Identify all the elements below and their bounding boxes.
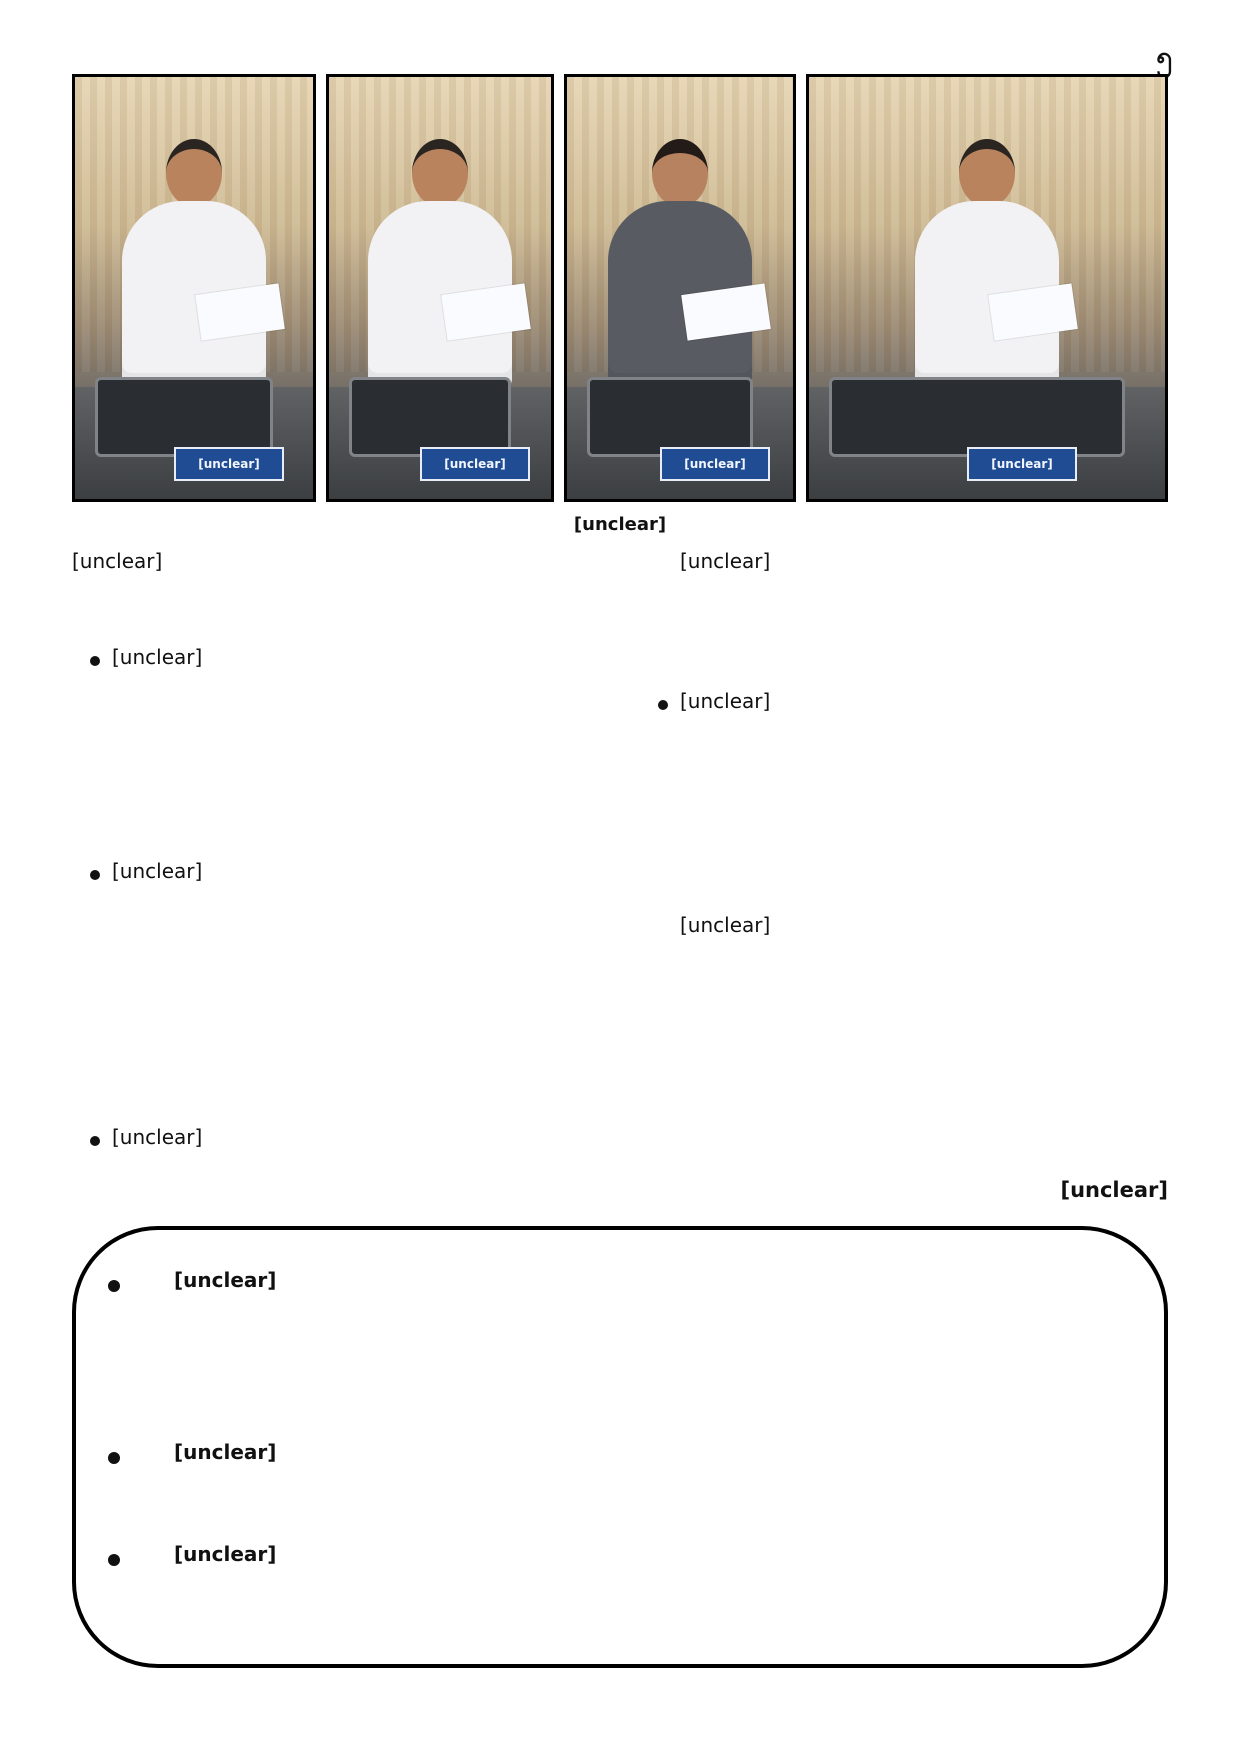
name-placard-3: [unclear]	[660, 447, 770, 481]
right-column	[640, 546, 1168, 1218]
bullet-icon	[90, 656, 100, 666]
summary-item-3: [unclear]	[174, 1542, 277, 1566]
bullet-icon	[108, 1280, 120, 1292]
summary-item-1: [unclear]	[174, 1268, 277, 1292]
summary-box	[72, 1226, 1168, 1668]
name-placard-4: [unclear]	[967, 447, 1077, 481]
desk-screen-1	[95, 377, 273, 457]
name-placard-2: [unclear]	[420, 447, 530, 481]
article-signature: [unclear]	[1060, 1178, 1168, 1202]
speaker-head-1	[166, 139, 222, 207]
bullet-icon	[108, 1452, 120, 1464]
photo-4	[806, 74, 1168, 502]
article-columns	[72, 546, 1168, 1218]
speaker-figure-2	[350, 139, 530, 389]
photo-2	[326, 74, 554, 502]
left-paragraph-1: [unclear]	[72, 549, 163, 573]
bullet-icon	[90, 1136, 100, 1146]
left-paragraph-3: [unclear]	[112, 859, 203, 883]
speaker-head-2	[412, 139, 468, 207]
speaker-head-3	[652, 139, 708, 207]
left-column	[72, 546, 600, 1218]
left-paragraph-2: [unclear]	[112, 645, 203, 669]
right-paragraph-3: [unclear]	[680, 913, 771, 937]
page-number: ၅	[1156, 40, 1172, 73]
summary-item-2: [unclear]	[174, 1440, 277, 1464]
speaker-figure-4	[897, 139, 1077, 389]
bullet-icon	[658, 700, 668, 710]
right-paragraph-1: [unclear]	[680, 549, 771, 573]
desk-screen-4	[829, 377, 1125, 457]
right-paragraph-2: [unclear]	[680, 689, 771, 713]
photo-1	[72, 74, 316, 502]
desk-screen-2	[349, 377, 511, 457]
speaker-figure-1	[104, 139, 284, 389]
bullet-icon	[90, 870, 100, 880]
left-paragraph-4: [unclear]	[112, 1125, 203, 1149]
name-placard-1: [unclear]	[174, 447, 284, 481]
speaker-figure-3	[590, 139, 770, 389]
bullet-icon	[108, 1554, 120, 1566]
photo-3	[564, 74, 796, 502]
desk-screen-3	[587, 377, 753, 457]
photo-caption: [unclear]	[573, 514, 667, 535]
photo-strip	[72, 74, 1168, 504]
speaker-head-4	[959, 139, 1015, 207]
